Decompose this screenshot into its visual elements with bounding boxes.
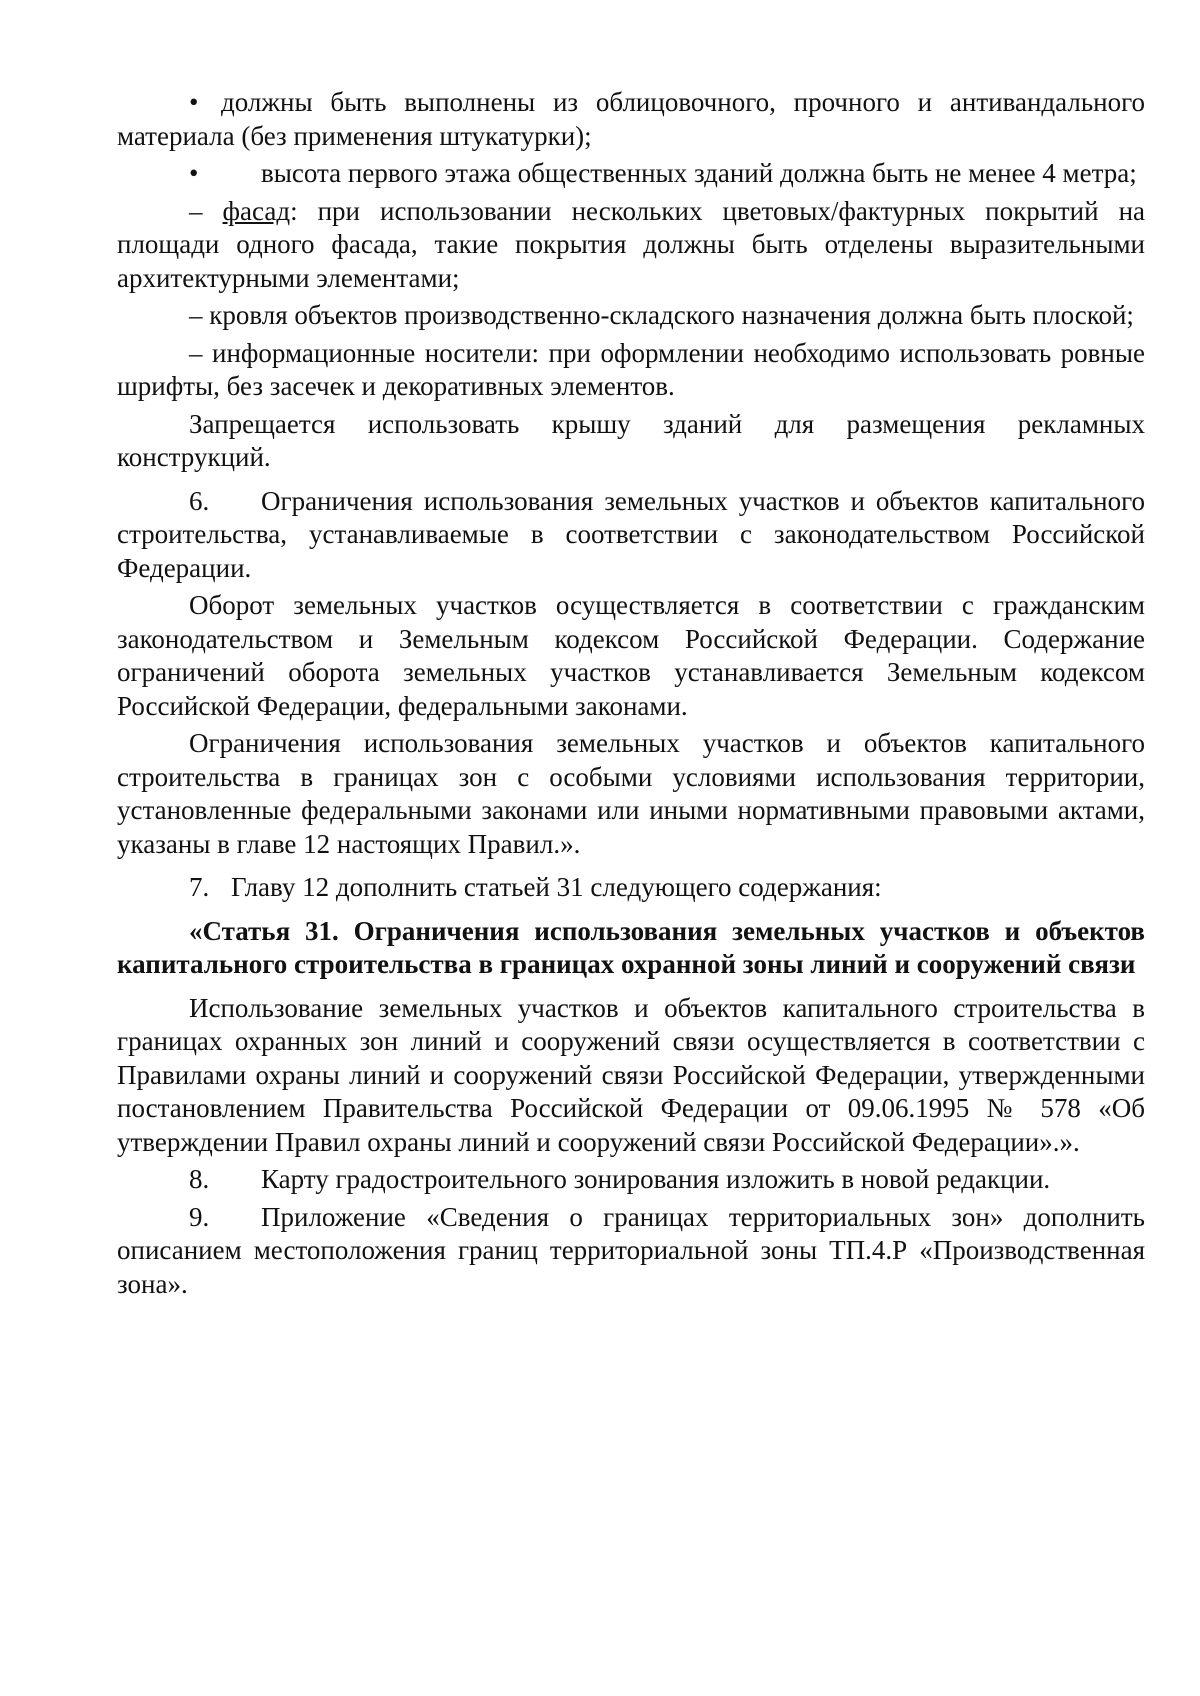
paragraph-restrictions-zones [117,727,1145,861]
heading-text: «Статья 31. Ограничения использования земельных участков и объектов капитального строительства в границах охранной зоны линий и сооружений связи [117,915,1145,979]
paragraph-text: Главу 12 дополнить статьей 31 следующего содержания: [231,872,882,902]
article-31-heading [117,915,1145,982]
paragraph-first-floor-height [117,157,1145,191]
bullet-mark: • [189,158,199,188]
paragraph-facade [117,195,1145,296]
paragraph-land-turnover [117,589,1145,723]
paragraph-item-6 [117,485,1145,586]
paragraph-item-9 [117,1201,1145,1302]
paragraph-text: Карту градостроительного зонирования изложить в новой редакции. [261,1164,1051,1194]
paragraph-text: Оборот земельных участков осуществляется в соответствии с гражданским законодательством и Земельным кодексом Российской Федерации. Содержание ограничений оборота земельных участков устанавливается Земельным кодексом Российской Федерации, федеральными законами. [117,590,1145,721]
item-number: 6. [189,485,210,516]
paragraph-info-carriers [117,337,1145,404]
paragraph-roof-advertising [117,408,1145,475]
paragraph-text: : при использовании нескольких цветовых/фактурных покрытий на площади одного фасада, такие покрытия должны быть отделены выразительными архитектурными элементами; [117,195,1146,293]
paragraph-text: – информационные носители: при оформлении необходимо использовать ровные шрифты, без засечек и декоративных элементов. [117,337,1145,401]
paragraph-protection-zones [117,992,1145,1160]
paragraph-text: Запрещается использовать крышу зданий для размещения рекламных конструкций. [117,408,1145,472]
paragraph-text: должны быть выполнены из облицовочного, прочного и антивандального материала (без применения штукатурки); [117,87,1145,151]
bullet-mark: • [189,87,199,117]
paragraph-item-8 [117,1163,1145,1197]
paragraph-text: – кровля объектов производственно-складского назначения должна быть плоской; [189,300,1134,330]
paragraph-text: Ограничения использования земельных участков и объектов капитального строительства, устанавливаемые в соответствии с законодательством Российской Федерации. [117,485,1145,583]
paragraph-item-7 [117,871,1145,905]
item-number: 7. [189,872,210,902]
item-number: 9. [189,1201,210,1232]
paragraph-text: высота первого этажа общественных зданий должна быть не менее 4 метра; [261,158,1137,188]
document-page [117,86,1145,1301]
paragraph-text: Использование земельных участков и объектов капитального строительства в границах охранных зон линий и сооружений связи осуществляется в соответствии с Правилами охраны линий и сооружений связи Российской Федерации, утвержденными постановлением Правительства Российской Федерации от 09.06.1995 № 578 «Об утверждении Правил охраны линий и сооружений связи Российской Федерации».». [117,992,1145,1157]
paragraph-text: Ограничения использования земельных участков и объектов капитального строительства в границах зон с особыми условиями использования территории, установленные федеральными законами или иными нормативными правовыми актами, указаны в главе 12 настоящих Правил.». [117,728,1145,859]
term-facade: фасад [222,195,291,226]
paragraph-facade-material [117,86,1145,153]
dash-mark: – [189,195,223,226]
item-number: 8. [189,1164,210,1194]
paragraph-text: Приложение «Сведения о границах территориальных зон» дополнить описанием местоположения границ территориальной зоны ТП.4.Р «Производственная зона». [117,1201,1145,1299]
paragraph-roof [117,299,1145,333]
